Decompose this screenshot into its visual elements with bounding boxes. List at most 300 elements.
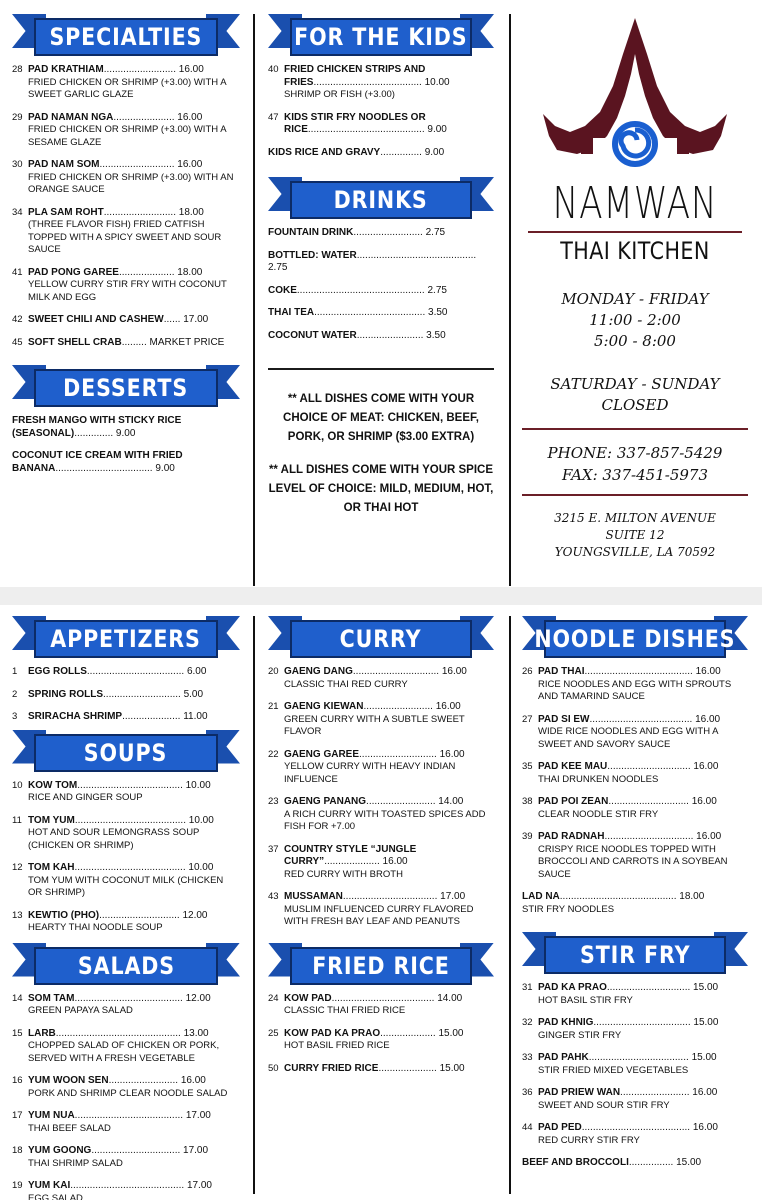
- item-leader: .........................: [620, 1087, 690, 1098]
- menu-item: [12, 1145, 240, 1170]
- item-description: FRIED CHICKEN OR SHRIMP (+3.00) WITH A SESAME GLAZE: [28, 124, 227, 148]
- menu-item: [12, 815, 240, 853]
- item-line: [538, 761, 748, 774]
- spice-note: ** ALL DISHES COME WITH YOUR SPICE LEVEL OF CHOICE: MILD, MEDIUM, HOT, OR THAI HOT: [268, 464, 494, 514]
- section-banner: [522, 932, 748, 974]
- item-number: 42: [12, 314, 23, 325]
- menu-item: [12, 207, 240, 257]
- item-number: 3: [12, 711, 18, 722]
- item-number: 18: [12, 1145, 23, 1156]
- item-line: [284, 749, 494, 762]
- section-banner: [268, 177, 494, 219]
- item-description: THAI BEEF SALAD: [28, 1122, 111, 1134]
- col-bottom-right: [522, 616, 748, 1180]
- item-price: 11.00: [183, 711, 208, 722]
- item-number: 15: [12, 1027, 23, 1039]
- menu-item: [268, 993, 494, 1018]
- item-description: MUSLIM INFLUENCED CURRY FLAVORED WITH FRESH BAY LEAF AND PEANUTS: [284, 903, 474, 927]
- item-price: 16.00: [696, 831, 722, 842]
- menu-item: [522, 796, 748, 821]
- item-number: 14: [12, 992, 23, 1004]
- column-divider: [253, 616, 255, 1194]
- item-name: COCONUT WATER: [268, 329, 357, 341]
- item-line: [28, 815, 240, 828]
- hours-weekend-status: CLOSED: [601, 396, 669, 414]
- item-line: [522, 891, 748, 904]
- logo-rule: [528, 231, 742, 233]
- item-price: 6.00: [186, 666, 207, 677]
- section-banner: [12, 616, 240, 658]
- item-price: 16.00: [695, 666, 721, 677]
- item-price: 16.00: [435, 701, 461, 712]
- item-leader: ..............: [74, 427, 114, 439]
- item-name: THAI TEA: [268, 307, 315, 318]
- menu-item: [12, 689, 240, 702]
- item-line: [538, 1122, 748, 1135]
- item-line: [284, 1063, 494, 1076]
- item-line: [28, 1110, 240, 1123]
- item-number: 36: [522, 1087, 533, 1098]
- item-line: [28, 666, 240, 679]
- divider: [522, 494, 748, 496]
- item-description: RED CURRY STIR FRY: [538, 1134, 640, 1146]
- item-line: [28, 993, 240, 1006]
- item-number: 20: [268, 666, 279, 677]
- item-name: YUM KAI: [28, 1180, 71, 1191]
- menu-item: [12, 415, 240, 440]
- menu-item: [268, 147, 494, 160]
- item-leader: ...............: [380, 146, 422, 158]
- item-line: [28, 780, 240, 793]
- fax-number: FAX: 337-451-5973: [561, 466, 708, 484]
- item-description: SWEET AND SOUR STIR FRY: [538, 1099, 670, 1111]
- item-line: [538, 831, 748, 844]
- item-name: FOUNTAIN DRINK: [268, 227, 354, 238]
- section-banner: [12, 14, 240, 56]
- menu-item: [268, 796, 494, 834]
- item-name: KEWTIO (PHO): [28, 909, 100, 921]
- menu-item: [12, 159, 240, 197]
- item-leader: .....................: [378, 1062, 437, 1074]
- menu-item: [12, 711, 240, 724]
- item-description: HEARTY THAI NOODLE SOUP: [28, 922, 163, 933]
- item-line: [28, 314, 240, 327]
- item-leader: ............................: [103, 688, 181, 700]
- item-line: [284, 1028, 494, 1041]
- menu-item: [268, 844, 494, 882]
- item-leader: ......: [163, 314, 181, 325]
- item-line: [538, 1017, 748, 1030]
- meat-note: ** ALL DISHES COME WITH YOUR CHOICE OF MEAT: CHICKEN, BEEF, PORK, OR SHRIMP ($3.00 EXTRA): [283, 393, 479, 443]
- item-leader: ......................................: [77, 779, 183, 791]
- item-number: 50: [268, 1062, 279, 1074]
- item-price: 15.00: [693, 1017, 719, 1028]
- item-description: (THREE FLAVOR FISH) FRIED CATFISH TOPPED WITH A SPICY SWEET AND SOUR SAUCE: [28, 219, 222, 255]
- item-number: 1: [12, 666, 18, 677]
- item-line: [28, 207, 240, 220]
- item-line: [28, 267, 240, 280]
- temple-roof-icon: [535, 14, 735, 184]
- item-number: 37: [268, 843, 279, 855]
- item-number: 29: [12, 111, 23, 123]
- item-price: 17.00: [185, 1110, 211, 1121]
- item-line: [268, 285, 494, 298]
- section-banner: [12, 365, 240, 407]
- hours-weekday-dinner: 5:00 - 8:00: [594, 332, 676, 350]
- item-leader: ..........................: [103, 206, 176, 218]
- item-number: 22: [268, 748, 279, 760]
- banner-box: [34, 947, 218, 985]
- item-price: 12.00: [182, 909, 208, 921]
- item-line: [284, 796, 494, 809]
- item-leader: ........................................: [74, 814, 186, 826]
- col-top-left: [12, 14, 240, 485]
- item-price: 16.00: [441, 666, 467, 677]
- section-kids: [268, 14, 494, 159]
- item-price: 9.00: [115, 427, 136, 439]
- item-name: GAENG GAREE: [284, 748, 360, 760]
- section-banner: [268, 616, 494, 658]
- menu-item: [268, 330, 494, 343]
- item-name: SRIRACHA SHRIMP: [28, 711, 123, 722]
- item-number: 25: [268, 1027, 279, 1039]
- hours-weekend-days: SATURDAY - SUNDAY: [550, 375, 720, 393]
- item-description: FRIED CHICKEN OR SHRIMP (+3.00) WITH A SWEET GARLIC GLAZE: [28, 76, 227, 100]
- item-price: 5.00: [183, 688, 204, 700]
- phone-number[interactable]: PHONE: 337-857-5429: [547, 444, 723, 462]
- col-bottom-left: [12, 616, 240, 1200]
- item-line: [28, 1145, 240, 1158]
- item-number: 16: [12, 1075, 23, 1086]
- item-leader: .............................................: [55, 1027, 181, 1039]
- menu-item: [12, 862, 240, 900]
- item-line: [28, 862, 240, 875]
- item-description: HOT AND SOUR LEMONGRASS SOUP (CHICKEN OR SHRIMP): [28, 827, 200, 851]
- menu-item: [12, 64, 240, 102]
- item-line: [28, 64, 240, 77]
- section-title: SPECIALTIES: [49, 23, 203, 51]
- menu-item: [522, 1052, 748, 1077]
- menu-item: [268, 749, 494, 787]
- menu-item: [268, 891, 494, 929]
- item-leader: .............................: [99, 909, 180, 921]
- item-name: TOM KAH: [28, 862, 75, 873]
- item-name: FRIED CHICKEN STRIPS AND FRIES: [284, 64, 426, 88]
- item-number: 31: [522, 982, 533, 993]
- item-description: THAI DRUNKEN NOODLES: [538, 773, 659, 785]
- menu-item: [12, 112, 240, 150]
- item-leader: ................................: [604, 831, 694, 842]
- section-title: STIR FRY: [579, 941, 691, 969]
- item-price: 18.00: [178, 206, 204, 218]
- section-title: NOODLE DISHES: [534, 625, 736, 653]
- item-name: KOW PAD: [284, 992, 332, 1004]
- item-price: 15.00: [676, 1157, 702, 1168]
- item-description: RICE NOODLES AND EGG WITH SPROUTS AND TAMARIND SAUCE: [538, 678, 732, 702]
- menu-item: [268, 112, 494, 137]
- item-number: 28: [12, 64, 23, 75]
- banner-box: [290, 181, 472, 219]
- item-leader: ...........................................: [356, 249, 477, 261]
- item-line: [538, 666, 748, 679]
- item-price: 17.00: [186, 1180, 212, 1191]
- item-price: 3.50: [426, 329, 446, 341]
- item-name: COUNTRY STYLE “JUNGLE CURRY”: [284, 843, 417, 867]
- item-name: PAD POI ZEAN: [538, 796, 609, 807]
- menu-item: [522, 761, 748, 786]
- address-line: SUITE 12: [605, 528, 665, 542]
- item-price: 9.00: [427, 124, 447, 135]
- column-divider: [509, 616, 511, 1194]
- item-name: PAD PAHK: [538, 1052, 589, 1063]
- item-number: 10: [12, 779, 23, 791]
- menu-item: [268, 701, 494, 739]
- item-number: 43: [268, 891, 279, 902]
- item-number: 23: [268, 796, 279, 807]
- item-description: STIR FRIED MIXED VEGETABLES: [538, 1064, 689, 1076]
- item-price: 10.00: [188, 862, 214, 873]
- item-price: 16.00: [691, 796, 717, 807]
- item-price: 18.00: [679, 891, 705, 902]
- item-price: 15.00: [693, 982, 719, 993]
- section-drinks: [268, 177, 494, 342]
- item-number: 27: [522, 713, 533, 725]
- menu-item: [522, 831, 748, 881]
- item-name: PAD RADNAH: [538, 831, 605, 842]
- item-description: YELLOW CURRY WITH HEAVY INDIAN INFLUENCE: [284, 761, 456, 785]
- item-description: GINGER STIR FRY: [538, 1029, 622, 1041]
- section-curry: [268, 616, 494, 929]
- menu-item: [12, 910, 240, 935]
- item-price: 15.00: [438, 1027, 464, 1039]
- item-line: [268, 307, 494, 320]
- item-price: 16.00: [177, 159, 203, 170]
- item-name: PAD SI EW: [538, 713, 590, 725]
- item-line: [284, 701, 494, 714]
- section-fried-rice: [268, 943, 494, 1076]
- item-name: BEEF AND BROCCOLI: [522, 1157, 629, 1168]
- menu-item: [12, 666, 240, 679]
- banner-box: [34, 620, 218, 658]
- menu-item: [12, 267, 240, 305]
- item-price: 16.00: [382, 856, 408, 867]
- hours-block: [522, 289, 748, 416]
- section-soups: [12, 730, 240, 935]
- item-line: [284, 844, 494, 869]
- menu-item: [268, 1063, 494, 1076]
- logo: [522, 14, 748, 265]
- item-number: 47: [268, 111, 279, 123]
- section-banner: [12, 730, 240, 772]
- item-leader: ................................: [91, 1145, 181, 1156]
- item-number: 34: [12, 206, 23, 218]
- item-leader: ...........................: [99, 159, 175, 170]
- column-divider: [253, 14, 255, 586]
- item-name: CURRY FRIED RICE: [284, 1062, 379, 1074]
- section-salads: [12, 943, 240, 1200]
- page-divider-band: [0, 587, 762, 605]
- item-number: 32: [522, 1017, 533, 1028]
- item-description: HOT BASIL STIR FRY: [538, 994, 633, 1006]
- menu-item: [12, 1028, 240, 1066]
- item-name: KOW PAD KA PRAO: [284, 1027, 381, 1039]
- item-name: EGG ROLLS: [28, 666, 87, 677]
- item-description: GREEN CURRY WITH A SUBTLE SWEET FLAVOR: [284, 713, 465, 737]
- banner-box: [544, 936, 726, 974]
- item-number: 19: [12, 1180, 23, 1191]
- item-name: MUSSAMAN: [284, 891, 343, 902]
- item-name: SOFT SHELL CRAB: [28, 336, 122, 348]
- item-name: COKE: [268, 284, 297, 296]
- banner-box: [290, 947, 472, 985]
- menu-item: [522, 714, 748, 752]
- item-name: SOM TAM: [28, 992, 75, 1004]
- item-description: A RICH CURRY WITH TOASTED SPICES ADD FISH FOR +7.00: [284, 808, 486, 832]
- item-leader: ..............................: [607, 761, 691, 772]
- item-name: PAD PRIEW WAN: [538, 1087, 621, 1098]
- item-name: PAD KRATHIAM: [28, 64, 104, 75]
- item-price: 10.00: [188, 814, 214, 826]
- item-name: KIDS STIR FRY NOODLES OR RICE: [284, 111, 426, 135]
- item-number: 24: [268, 992, 279, 1004]
- item-number: 21: [268, 701, 279, 712]
- item-description: RED CURRY WITH BROTH: [284, 868, 403, 880]
- item-leader: ..........................................: [307, 124, 425, 135]
- item-line: [268, 250, 494, 275]
- section-noodle-dishes: [522, 616, 748, 916]
- item-description: CHOPPED SALAD OF CHICKEN OR PORK, SERVED WITH A FRESH VEGETABLE: [28, 1040, 220, 1064]
- item-leader: .........................: [363, 701, 433, 712]
- item-name: LARB: [28, 1027, 56, 1039]
- item-line: [28, 689, 240, 702]
- section-title: APPETIZERS: [50, 625, 202, 653]
- item-leader: .........................: [353, 227, 423, 238]
- item-leader: .......................................: [584, 666, 693, 677]
- item-leader: ........................: [356, 329, 424, 341]
- item-number: 17: [12, 1110, 23, 1121]
- item-description: THAI SHRIMP SALAD: [28, 1157, 123, 1169]
- item-leader: ........................................: [74, 862, 186, 873]
- menu-item: [268, 227, 494, 240]
- item-description: SHRIMP OR FISH (+3.00): [284, 89, 395, 100]
- item-description: RICE AND GINGER SOUP: [28, 792, 143, 803]
- section-title: FOR THE KIDS: [294, 23, 468, 51]
- item-description: WIDE RICE NOODLES AND EGG WITH A SWEET AND SAVORY SAUCE: [538, 726, 718, 750]
- section-banner: [12, 943, 240, 985]
- item-line: [28, 1180, 240, 1193]
- section-title: FRIED RICE: [312, 951, 450, 980]
- item-name: GAENG KIEWAN: [284, 701, 364, 712]
- item-number: 40: [268, 64, 279, 75]
- item-leader: .......................................: [74, 1110, 184, 1121]
- menu-item: [12, 993, 240, 1018]
- menu-item: [268, 64, 494, 102]
- menu-item: [12, 780, 240, 805]
- item-leader: ...............................: [352, 666, 440, 677]
- item-name: GAENG DANG: [284, 666, 353, 677]
- item-price: 16.00: [693, 761, 719, 772]
- item-price: 15.00: [691, 1052, 717, 1063]
- col-info: [522, 14, 748, 561]
- item-name: YUM WOON SEN: [28, 1075, 109, 1086]
- item-name: PLA SAM ROHT: [28, 206, 104, 218]
- section-title: SALADS: [77, 951, 175, 980]
- item-price: 10.00: [424, 76, 450, 88]
- address-block: [522, 510, 748, 561]
- item-number: 44: [522, 1122, 533, 1133]
- menu-item: [12, 450, 240, 475]
- item-leader: ..........................................: [559, 891, 677, 902]
- item-name: PAD NAMAN NGA: [28, 111, 114, 123]
- address-line: 3215 E. MILTON AVENUE: [554, 511, 716, 525]
- item-description: CRISPY RICE NOODLES TOPPED WITH BROCCOLI AND CARROTS IN A SOYBEAN SAUCE: [538, 843, 728, 880]
- item-name: FRESH MANGO WITH STICKY RICE (SEASONAL): [12, 415, 182, 439]
- menu-item: [268, 285, 494, 298]
- section-title: DESSERTS: [63, 374, 189, 402]
- item-leader: ....................: [324, 856, 380, 867]
- item-leader: ....................: [118, 266, 175, 278]
- item-leader: .......................................: [313, 76, 422, 88]
- menu-item: [522, 1157, 748, 1170]
- item-price: 18.00: [177, 266, 203, 278]
- item-line: [268, 227, 494, 240]
- menu-item: [12, 1110, 240, 1135]
- item-name: PAD KEE MAU: [538, 761, 608, 772]
- menu-item: [268, 250, 494, 275]
- item-description: CLASSIC THAI FRIED RICE: [284, 1005, 406, 1016]
- item-description: FRIED CHICKEN OR SHRIMP (+3.00) WITH AN ORANGE SAUCE: [28, 171, 234, 195]
- item-line: [522, 1157, 748, 1170]
- item-leader: ............................: [359, 748, 437, 760]
- item-name: PAD KHNIG: [538, 1017, 594, 1028]
- item-line: [538, 714, 748, 727]
- item-name: PAD THAI: [538, 666, 585, 677]
- menu-item: [268, 666, 494, 691]
- menu-item: [12, 314, 240, 327]
- item-line: [268, 330, 494, 343]
- section-title: CURRY: [340, 625, 422, 653]
- item-price: 9.00: [424, 146, 445, 158]
- item-line: [28, 1075, 240, 1088]
- item-name: GAENG PANANG: [284, 796, 367, 807]
- item-leader: .....................................: [589, 713, 693, 725]
- item-leader: ..............................: [606, 982, 691, 993]
- hours-weekday-lunch: 11:00 - 2:00: [589, 311, 681, 329]
- item-price: 14.00: [438, 796, 464, 807]
- item-price: 17.00: [440, 891, 466, 902]
- contact-block: [522, 442, 748, 486]
- menu-item: [522, 1122, 748, 1147]
- menu-item: [522, 666, 748, 704]
- item-number: 38: [522, 796, 533, 807]
- item-line: [284, 993, 494, 1006]
- item-line: [284, 666, 494, 679]
- item-line: [28, 112, 240, 125]
- item-description: STIR FRY NOODLES: [522, 903, 615, 915]
- item-price: 12.00: [185, 992, 211, 1004]
- item-number: 41: [12, 266, 23, 278]
- divider: [268, 368, 494, 370]
- item-name: SWEET CHILI AND CASHEW: [28, 314, 164, 325]
- item-number: 30: [12, 159, 23, 170]
- section-specialties: [12, 14, 240, 349]
- item-leader: .......................................: [581, 1122, 691, 1133]
- menu-item: [268, 1028, 494, 1053]
- item-line: [12, 450, 240, 475]
- column-divider: [509, 14, 511, 586]
- item-name: KIDS RICE AND GRAVY: [268, 146, 381, 158]
- item-leader: ..............................................: [296, 284, 425, 296]
